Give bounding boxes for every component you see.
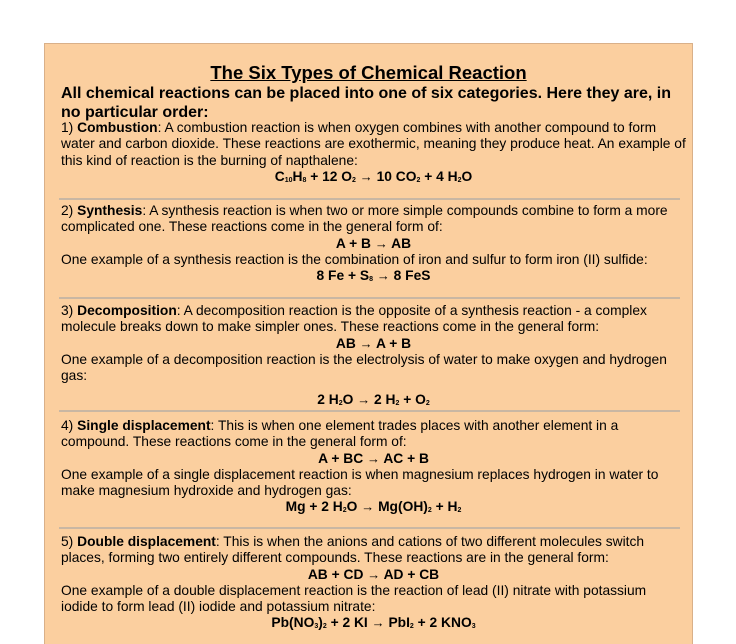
arrow-icon: → [371, 615, 385, 631]
reaction-equation: Mg + 2 $H_2O \to Mg(OH)_2 + H_2$ [285, 499, 462, 515]
general-form: AB + CD → AD + CB [307, 566, 440, 582]
general-form: A + B → AB [335, 235, 412, 251]
reaction-equation: $C_{10}H_8 + 12$ $O_2 \to 10$ $CO_2 + 4$ $H_2O$ [274, 168, 473, 184]
arrow-icon: → [357, 392, 371, 408]
section-heading: Combustion [77, 120, 158, 135]
reaction-equation: $Pb(NO_3)_2 + 2$ KI → PbI$_2$ + 2 $KNO_3$ [271, 615, 476, 631]
section-combustion [61, 120, 686, 185]
reaction-equation: 2 $H_2O \to 2$ $H_2 + O_2$ [317, 392, 430, 408]
arrow-icon: → [374, 235, 388, 251]
section-description: 3) Decomposition: A decomposition reaction is the opposite of a synthesis reaction - a complex molecule breaks down to make simpler ones. These reactions come in the general form: [61, 303, 647, 335]
section-heading: Decomposition [77, 303, 177, 318]
reaction-equation: 8 $Fe + S_8 \to 8$ FeS [316, 268, 431, 284]
arrow-icon: → [359, 335, 373, 351]
section-decomposition [61, 303, 686, 409]
arrow-icon: → [367, 566, 381, 582]
general-form: AB → A + B [335, 335, 412, 351]
arrow-icon: → [359, 168, 373, 184]
section-heading: Synthesis [77, 203, 143, 218]
page-title: The Six Types of Chemical Reaction [210, 62, 527, 83]
section-divider [59, 297, 680, 299]
example-text: One example of a decomposition reaction is the electrolysis of water to make oxygen and hydrogen gas: [61, 351, 667, 384]
arrow-icon: → [376, 268, 390, 284]
general-form: A + BC → AC + B [318, 450, 429, 466]
section-description: 1) Combustion: A combustion reaction is when oxygen combines with another compound to form water and carbon dioxide. These reactions are exothermic, meaning they produce heat. An example of this kind of reaction is the burning of napthalene: [61, 120, 686, 168]
section-description: 2) Synthesis: A synthesis reaction is when two or more simple compounds combine to form a more complicated one. These reactions come in the general form of: [61, 203, 668, 235]
section-single-displacement [61, 418, 686, 516]
section-description: 4) Single displacement: This is when one element trades places with another element in a compound. These reactions come in the general form of: [61, 418, 619, 450]
section-heading: Single displacement [77, 418, 211, 433]
intro-text: All chemical reactions can be placed into one of six categories. Here they are, in no particular order: [61, 85, 671, 121]
section-description: 5) Double displacement: This is when the anions and cations of two different molecules switch places, forming two entirely different compounds. These reactions are in the general form: [61, 534, 645, 566]
section-heading: Double displacement [77, 534, 216, 549]
document-panel [44, 43, 693, 644]
section-divider [59, 198, 680, 200]
example-text: One example of a double displacement reaction is the reaction of lead (II) nitrate with potassium iodide to form lead (II) iodide and potassium nitrate: [61, 582, 647, 615]
section-divider [59, 527, 680, 529]
section-synthesis [61, 203, 686, 284]
example-text: One example of a single displacement reaction is when magnesium replaces hydrogen in water to make magnesium hydroxide and hydrogen gas: [61, 466, 659, 499]
section-divider [59, 410, 680, 412]
arrow-icon: → [367, 450, 380, 466]
example-text: One example of a synthesis reaction is the combination of iron and sulfur to form iron (II) sulfide: [61, 251, 648, 267]
section-double-displacement [61, 534, 686, 632]
arrow-icon: → [361, 499, 375, 515]
